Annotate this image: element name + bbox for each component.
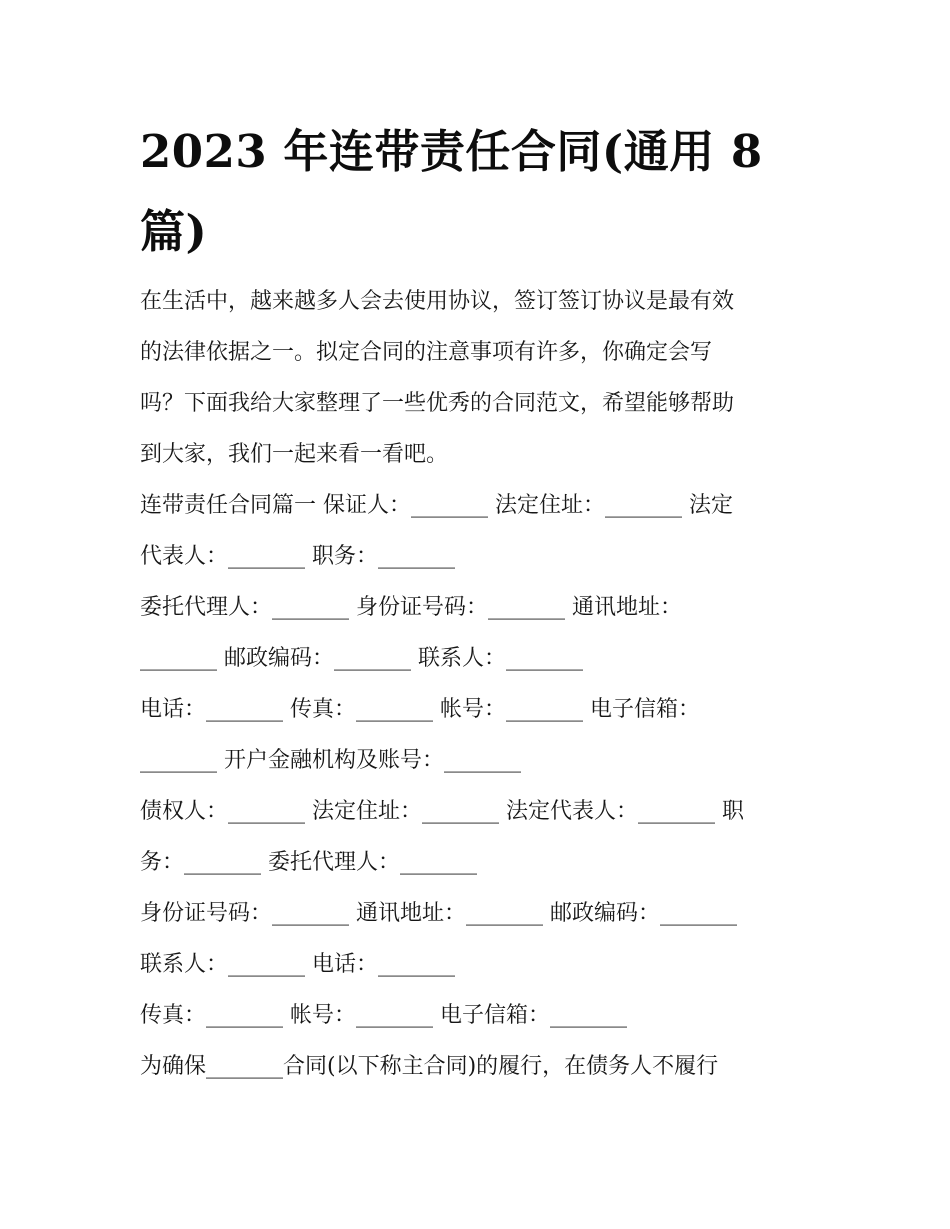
document-body (140, 276, 840, 1092)
guarantor-line-1: 连带责任合同篇一 保证人：_______ 法定住址：_______ 法定 (140, 493, 733, 518)
contact-line-2: _______ 开户金融机构及账号：_______ (140, 748, 521, 773)
agent-line-2: _______ 邮政编码：_______ 联系人：_______ (140, 646, 583, 671)
intro-line-2: 的法律依据之一。拟定合同的注意事项有许多，你确定会写 (140, 340, 713, 365)
intro-line-4: 到大家，我们一起来看一看吧。 (140, 442, 449, 467)
intro-line-3: 吗？下面我给大家整理了一些优秀的合同范文，希望能够帮助 (140, 391, 735, 416)
title-line-1: 2023 年连带责任合同(通用 8 (140, 125, 763, 178)
agent-line-1: 委托代理人：_______ 身份证号码：_______ 通讯地址： (140, 595, 682, 620)
document-title (140, 112, 800, 272)
title-line-2: 篇) (140, 205, 208, 258)
clause-line-1: 为确保_______合同(以下称主合同)的履行，在债务人不履行 (140, 1054, 719, 1079)
guarantor-line-2: 代表人：_______ 职务：_______ (140, 544, 455, 569)
creditor-line-4: 联系人：_______ 电话：_______ (140, 952, 455, 977)
creditor-line-2: 务：_______ 委托代理人：_______ (140, 850, 477, 875)
creditor-line-1: 债权人：_______ 法定住址：_______ 法定代表人：_______ 职 (140, 799, 744, 824)
contact-line-1: 电话：_______ 传真：_______ 帐号：_______ 电子信箱： (140, 697, 700, 722)
creditor-line-5: 传真：_______ 帐号：_______ 电子信箱：_______ (140, 1003, 627, 1028)
intro-line-1: 在生活中，越来越多人会去使用协议，签订签订协议是最有效 (140, 289, 735, 314)
creditor-line-3: 身份证号码：_______ 通讯地址：_______ 邮政编码：_______ (140, 901, 737, 926)
